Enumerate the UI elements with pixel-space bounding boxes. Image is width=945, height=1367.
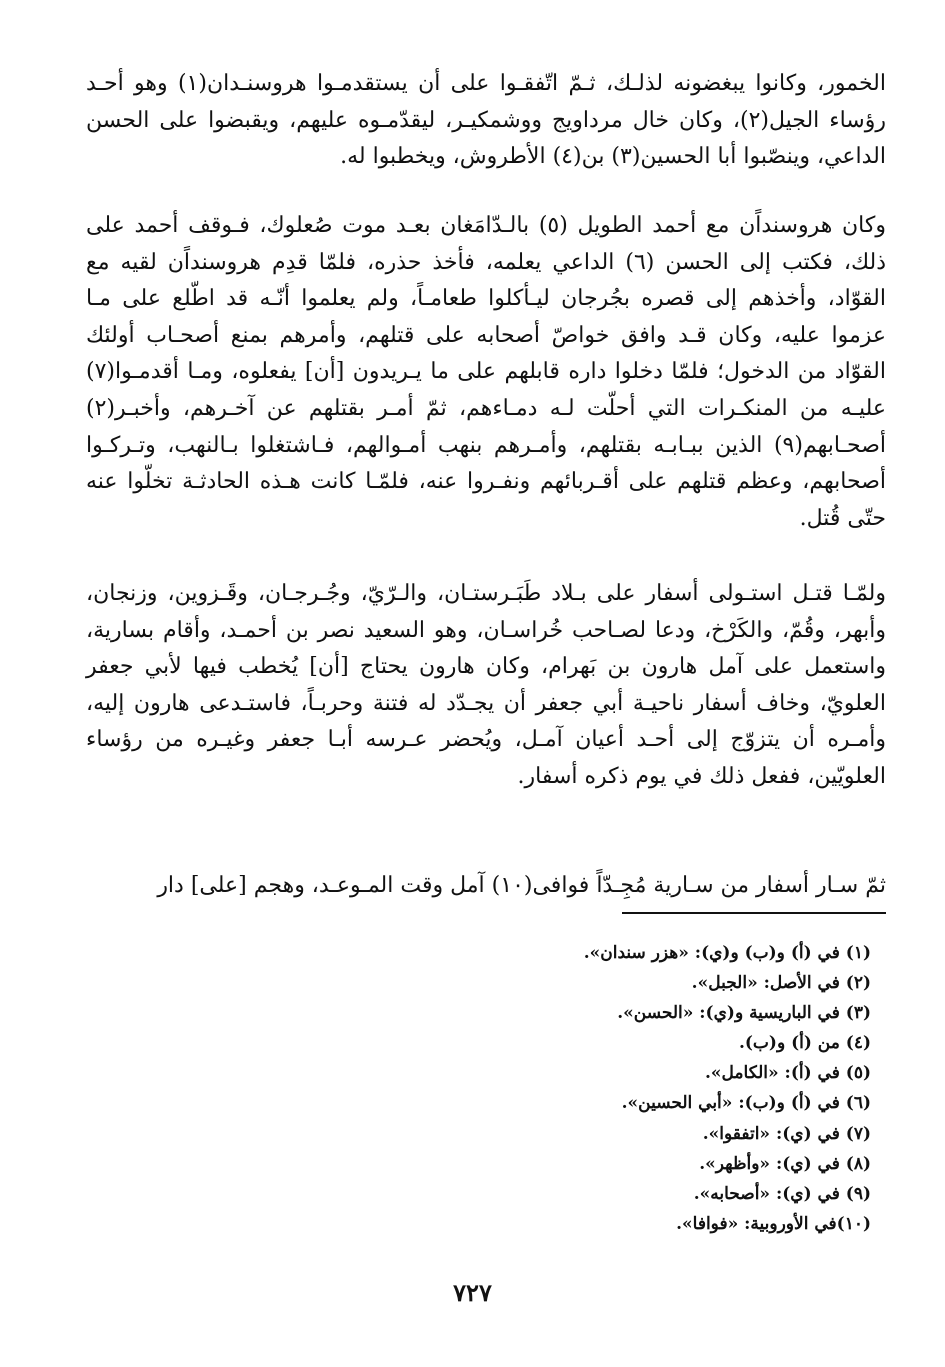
footnote-separator <box>622 912 886 914</box>
paragraph-2: وكان هروسنداًن مع أحمد الطويل (٥) بالـدّامَغان بعـد موت صُعلوك، فـوقف أحمد على ذلك، فكتب إلى الحسن (٦) الداعي يعلمه، فأخذ حذره، فلمّا قدِم هروسنداًن لقيه مع القوّاد، وأخذهم إلى قصره بجُرجان ليـأكلوا طعامـاً، ولم يعلموا أنّـه قد اطّلع على مـا عزموا عليه، وكان قـد وافق خواصّ أصحابه على قتلهم، وأمرهم بمنع أصحـاب أولئك القوّاد من الدخول؛ فلمّا دخلوا داره قابلهم على ما يـريدون [أن] يفعلوه، ومـا أقدمـوا(٧) عليـه من المنكـرات التي أحلّت لـه دمـاءهم، ثمّ أمـر بقتلهم عن آخـرهم، وأخبـر(٢) أصحـابهم(٩) الذين ببـابـه بقتلهم، وأمـرهم بنهب أمـوالهم، فـاشتغلوا بـالنهب، وتـركـوا أصحابهم، وعظم قتلهم على أقـربائهم ونفـروا عنه، فلمّـا كانت هـذه الحادثـة تخلّوا عنه حتّى قُتل. <box>86 213 886 531</box>
footnote-9: (٩) في (ي): «أصحابه». <box>693 1183 871 1204</box>
footnote-8: (٨) في (ي): «وأظهر». <box>699 1153 871 1174</box>
footnote-4: (٤) من (أ) و(ب). <box>738 1033 871 1054</box>
footnote-2: (٢) في الأصل: «الجبل». <box>691 973 871 994</box>
footnote-3: (٣) في الباريسية و(ي): «الحسن». <box>617 1003 871 1024</box>
footnote-6: (٦) في (أ) و(ب): «أبي الحسين». <box>621 1093 871 1114</box>
footnote-10: (١٠)في الأوروبية: «فوافا». <box>676 1213 871 1234</box>
paragraph-4: ثمّ سـار أسفار من سـارية مُجِـدّاً فوافى(١٠) آمل وقت المـوعـد، وهجم [على] دار <box>157 873 886 898</box>
footnote-7: (٧) في (ي): «اتفقوا». <box>702 1123 871 1144</box>
footnote-5: (٥) في (أ): «الكامل». <box>705 1063 871 1084</box>
footnote-1: (١) في (أ) و(ب) و(ي): «هزر سندان». <box>583 943 871 963</box>
paragraph-3: ولمّـا قتـل استـولى أسفار على بـلاد طَبَـرستـان، والـرّيّ، وجُـرجـان، وقَـزوين، وزنجان، وأبهر، وقُمّ، والكَرْخ، ودعا لصـاحب خُراسـان، وهو السعيد نصر بن أحمـد، وأقام بسارية، واستعمل على آمل هارون بن بَهرام، وكان هارون يحتاج [أن] يُخطب فيها لأبي جعفر العلويّ، وخاف أسفار ناحيـة أبي جعفر أن يجـدّد له فتنة وحربـاً، فاستـدعى هارون إليه، وأمـره أن يتزوّج إلى أحـد أعيان آمـل، ويُحضر عـرسه أبـا جعفر وغيـره من رؤساء العلويّين، ففعل ذلك في يوم ذكره أسفار. <box>86 581 886 789</box>
footnotes-list <box>351 938 871 1239</box>
paragraph-1: الخمور، وكانوا يبغضونه لذلـك، ثـمّ اتّفقـوا على أن يستقدمـوا هروسنـدان(١) وهو أحـد رؤساء الجيل(٢)، وكان خال مرداويج ووشمكيـر، ليقدّمـوه عليهم، ويقبضوا على الحسن الداعي، وينصّبوا أبا الحسين(٣) بن(٤) الأطروش، ويخطبوا له. <box>86 71 886 170</box>
page-number: ٧٢٧ <box>453 1278 492 1307</box>
